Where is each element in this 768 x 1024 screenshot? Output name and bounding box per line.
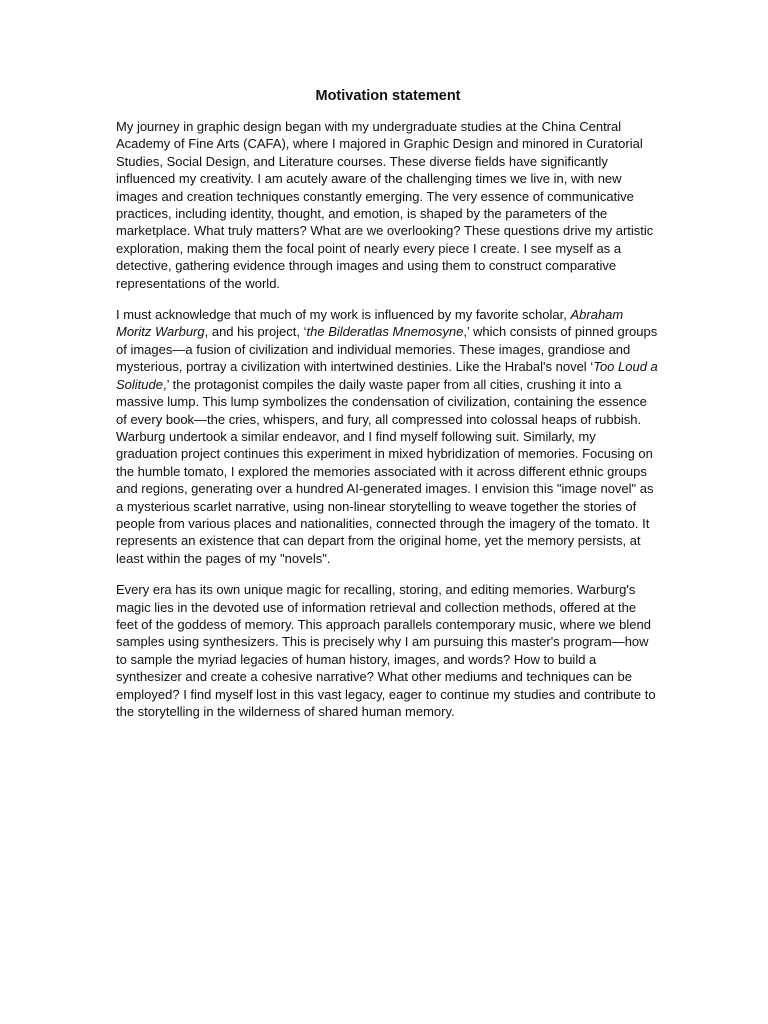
paragraph-2: [116, 306, 660, 567]
paragraph-1: My journey in graphic design began with my undergraduate studies at the China Central Academy of Fine Arts (CAFA), where I majored in Graphic Design and minored in Curatorial Studies, Social Design, and Literature courses. These diverse fields have significantly influenced my creativity. I am acutely aware of the challenging times we live in, with new images and creation techniques constantly emerging. The very essence of communicative practices, including identity, thought, and emotion, is shaped by the parameters of the marketplace. What truly matters? What are we overlooking? These questions drive my artistic exploration, making them the focal point of nearly every piece I create. I see myself as a detective, gathering evidence through images and using them to construct comparative representations of the world.: [116, 119, 654, 291]
paragraph-2-text-2: , and his project, ‘: [204, 324, 307, 340]
novel-name: Too Loud a Solitude: [116, 359, 658, 392]
document-title: Motivation statement: [315, 88, 461, 104]
paragraph-3: Every era has its own unique magic for recalling, storing, and editing memories. Warburg's magic lies in the devoted use of information retrieval and collection methods, offered at the feet of the goddess of memory. This approach parallels contemporary music, where we blend samples using synthesizers. This is precisely why I am pursuing this master's program—how to sample the myriad legacies of human history, images, and words? How to build a synthesizer and create a cohesive narrative? What other mediums and techniques can be employed? I find myself lost in this vast legacy, eager to continue my studies and contribute to the storytelling in the wilderness of shared human memory.: [116, 582, 656, 719]
paragraph-2-text-1: I must acknowledge that much of my work is influenced by my favorite scholar,: [116, 307, 571, 323]
paragraph-2-text-4: ,’ the protagonist compiles the daily waste paper from all cities, crushing it into a massive lump. This lump symbolizes the condensation of civilization, containing the essence of every book—the cries, whispers, and fury, all compressed into colossal heaps of rubbish. Warburg undertook a similar endeavor, and I find myself following suit. Similarly, my graduation project continues this experiment in mixed hybridization of memories. Focusing on the humble tomato, I explored the memories associated with it across different ethnic groups and regions, generating over a hundred AI-generated images. I envision this "image novel" as a mysterious scarlet narrative, using non-linear storytelling to weave together the stories of people from various places and nationalities, connected through the imagery of the tomato. It represents an existence that can depart from the original home, yet the memory persists, at least within the pages of my "novels".: [116, 376, 654, 566]
paragraph-2-text-3: ,’ which consists of pinned groups of images—a fusion of civilization and individual memories. These images, grandiose and mysterious, portray a civilization with intertwined destinies. Like the Hrabal's novel ‘: [116, 324, 658, 375]
scholar-name: Abraham Moritz Warburg: [116, 307, 624, 340]
project-name: the Bilderatlas Mnemosyne: [306, 324, 464, 340]
document-page: [116, 86, 660, 734]
